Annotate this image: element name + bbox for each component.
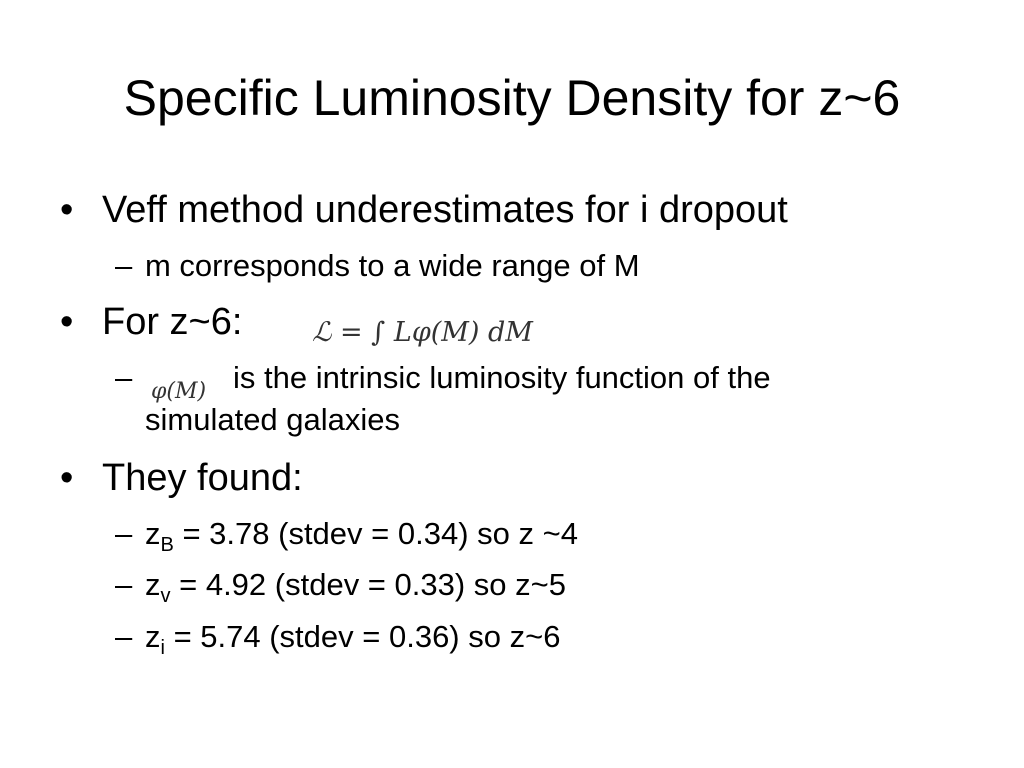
bullet-text: For z~6: [102, 301, 243, 343]
result-zi [115, 618, 561, 659]
bullet-dot: • [60, 301, 74, 343]
bullet-veff-method [60, 188, 788, 232]
result-subscript: B [160, 534, 174, 556]
result-subscript: v [160, 585, 171, 607]
sub-bullet-text: m corresponds to a wide range of M [145, 248, 640, 283]
dash: – [115, 360, 133, 395]
bullet-they-found [60, 456, 303, 500]
result-z: z [145, 516, 161, 551]
phi-of-m-symbol: φ(M) [151, 379, 207, 404]
sub-bullet-phi-line1 [115, 359, 145, 397]
sub-bullet-phi-text-line1: is the intrinsic luminosity function of the [233, 360, 771, 395]
sub-bullet-m-corresponds [115, 247, 640, 285]
bullet-dot: • [60, 189, 74, 231]
dash: – [115, 567, 133, 602]
result-zb [115, 515, 578, 556]
luminosity-density-equation: ℒ = ∫ Lφ(M) dM [312, 317, 533, 348]
result-z: z [145, 619, 161, 654]
dash: – [115, 248, 133, 283]
sub-bullet-phi-text-line2: simulated galaxies [145, 402, 401, 437]
result-zv [115, 566, 566, 607]
result-value: = 3.78 (stdev = 0.34) so z ~4 [173, 516, 578, 551]
result-subscript: i [160, 637, 165, 659]
dash: – [115, 619, 133, 654]
result-z: z [145, 567, 161, 602]
slide-title: Specific Luminosity Density for z~6 [123, 70, 901, 126]
result-value: = 5.74 (stdev = 0.36) so z~6 [164, 619, 561, 654]
bullet-text: They found: [102, 457, 303, 499]
bullet-dot: • [60, 457, 74, 499]
bullet-for-z6 [60, 300, 243, 344]
dash: – [115, 516, 133, 551]
bullet-text: Veff method underestimates for i dropout [102, 189, 788, 231]
result-value: = 4.92 (stdev = 0.33) so z~5 [170, 567, 566, 602]
